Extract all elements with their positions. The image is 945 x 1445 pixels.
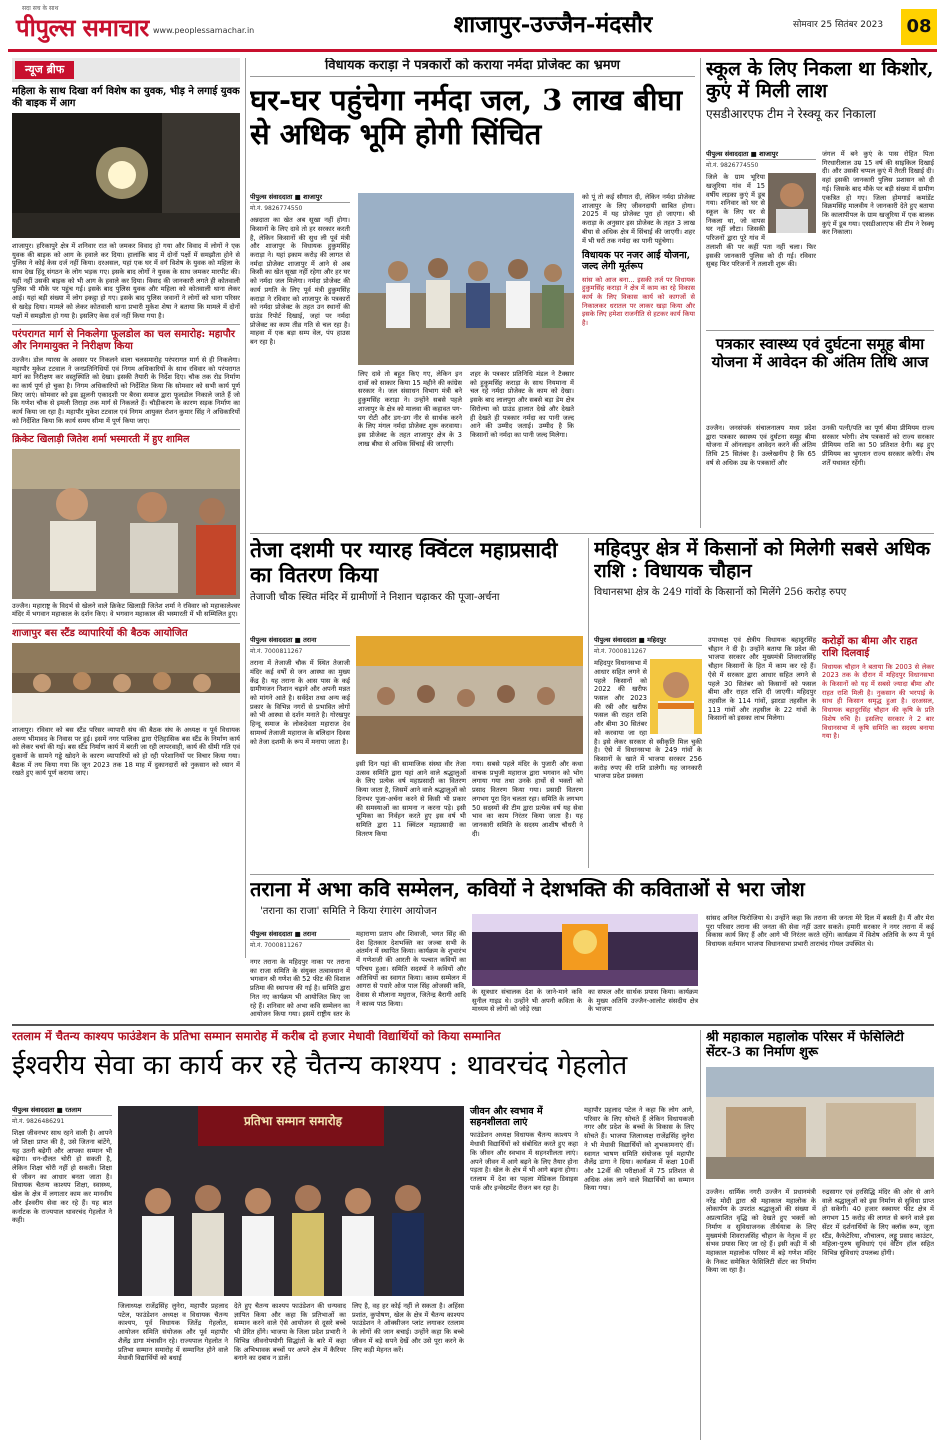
narmada-photo — [358, 193, 574, 365]
cricketer-image — [12, 449, 240, 599]
insurance-col-1: उज्जैन। जनसंपर्क संचालनालय मध्य प्रदेश द्वारा पत्रकार स्वास्थ्य एवं दुर्घटना समूह बीमा योजना में ऑनलाइन आवेदन करने की अंतिम तिथि 25 सितंबर है। उल्लेखनीय है कि 65 वर्ष से अधिक उम्र के पत्रकारों और — [706, 424, 816, 467]
mahidpur-headline: महिदपुर क्षेत्र में किसानों को मिलेगी सबसे अधिक राशि : विधायक चौहान — [594, 538, 931, 583]
tarana-byline: पीपुल्स संवाददाता ■ तराना — [250, 930, 350, 940]
mahakal-headline: श्री महाकाल महालोक परिसर में फेसिलिटी सेंटर-3 का निर्माण शुरू — [706, 1030, 904, 1061]
insurance-headline: पत्रकार स्वास्थ्य एवं दुर्घटना समूह बीमा योजना में आवेदन की अंतिम तिथि आज — [711, 336, 929, 371]
mahakal-col-2: रुद्रसागर एवं हरसिद्धि मंदिर की ओर से आने वाले श्रद्धालुओं को इस निर्माण से सुविधा प्राप्त हो सकेगी। 40 हजार स्क्वायर फीट क्षेत्र में लगभग 15 करोड़ की लागत से बनने वाले इस सेंटर में दर्शनार्थियों के लिए क्लॉक रूम, जूता स्टैंड, कैफेटेरिया, शौचालय, लड्डू प्रसाद काउंटर, महिला-पुरुष सुविधाएं एवं वेटिंग हॉल सहित विभिन्न सुविधाएं उपलब्ध होंगी। — [822, 1188, 934, 1257]
kashyap-col-2: जिलाध्यक्ष राजेंद्रसिंह लुनेरा, महापौर प्रहलाद पटेल, फाउंडेशन अध्यक्ष व विधायक चैतन्य काश्यप, पूर्व विधायक जितेंद्र गेहलोत, आयोजन समिति संयोजक और पूर्व महापौर शैलेंद्र डागा मंचासीन रहे। राज्यपाल गेहलोत ने प्रतिभा सम्मान समारोह में सम्मानित होने वाले मेधावी विद्यार्थियों को बधाई — [118, 1302, 228, 1363]
kashyap-mobile: मो.नं. 9826486291 — [12, 1118, 65, 1126]
teja-headline: तेजा दशमी पर ग्यारह क्विंटल महाप्रसादी का वितरण किया — [250, 538, 558, 587]
tarana-col-4: का सफल और सार्थक प्रयास किया। कार्यक्रम के मुख्य अतिथि उज्जैन-आलोट संसदीय क्षेत्र के भाजपा — [588, 988, 698, 1014]
brand-logo: पीपुल्स समाचार — [16, 13, 149, 42]
kashyap-byline: पीपुल्स संवाददाता ■ रतलाम — [12, 1106, 112, 1116]
mahidpur-box-title: करोड़ों का बीमा और राहत राशि दिलवाई — [822, 636, 918, 659]
kashyap-kicker: रतलाम में चैतन्य काश्यप फाउंडेशन के प्रतिभा सम्मान समारोह में करीब दो हजार मेधावी विद्यार्थियों को किया सम्मानित — [12, 1030, 501, 1043]
kashyap-col-5: फाउंडेशन अध्यक्ष विधायक चैतन्य काश्यप ने मेधावी विद्यार्थियों को संबोधित करते हुए कहा कि जीवन और स्वभाव में सहनशीलता लाएं। अपने जीवन में आगे बढ़ने के लिए तैयार होना पड़ता है। खेल के क्षेत्र में भी आगे बढ़ना होगा। रतलाम में देश का पहला मेडिकल डिवाइस पार्क और इन्वेस्टमेंट रीजन बन रहा है। — [470, 1131, 578, 1192]
edition-title: शाजापुर-उज्जैन-मंदसौर — [453, 11, 653, 38]
meeting-image — [12, 643, 240, 723]
tarana-col-3: सांसद अनिल फिरोजिया थे। उन्होंने कहा कि तराना की जनता मेरे दिल में बसती है। मैं और मेरा पूरा परिवार तराना की जनता की सेवा नहीं उतार सकते। हमारी सरकार ने नगर तराना में कई विकास कार्य किए हैं और आगे भी निरंतर करते रहेंगे। कार्यक्रम में विशेष अतिथि के रूप में पूर्व विधायक वर्तमान भाजपा विधानसभा प्रभारी ताराचंद गोयल उपस्थित थे। — [706, 914, 934, 949]
teja-deck: तेजाजी चौक स्थित मंदिर में ग्रामीणों ने निशान चढ़ाकर की पूजा-अर्चना — [250, 591, 500, 603]
teja-col-3: गया। सबसे पहले मंदिर के पुजारी और कथा वाचक प्रभुजी महाराज द्वारा भगवान को भोग लगाया गया तथा उनके हाथों से भक्तों को प्रसाद वितरण किया गया। प्रसादी वितरण लगभग पूरा दिन चलता रहा। समिति के लगभग 50 सदस्यों की टीम द्वारा प्रत्येक वर्ष यह सेवा भाव का काम निरंतर किया जाता है। यह जानकारी समिति के सदस्य आशीष चौधरी ने दी। — [472, 760, 583, 838]
kashyap-col-6: महापौर प्रहलाद पटेल ने कहा कि लोग आगे, परिवार के लिए सोचते हैं लेकिन विधायकजी नगर और प्रदेश के बच्चों के विकास के लिए सोचते हैं। भाजपा जिलाध्यक्ष राजेंद्रसिंह लुनेरा ने भी मेधावी विद्यार्थियों को शुभकामनाएं दीं। स्वागत भाषण समिति संयोजक पूर्व महापौर शैलेंद्र डागा ने दिया। कार्यक्रम में कक्षा 10वीं और 12वीं की परीक्षाओं में 75 प्रतिशत से अधिक अंक लाने वाले विद्यार्थियों का सम्मान किया गया। — [584, 1106, 694, 1193]
narmada-col-4: को पूं तो कई सौगात दी, लेकिन नर्मदा प्रोजेक्ट शाजापुर के लिए जीवनदायी साबित होगा। 2025 में यह प्रोजेक्ट पूरा हो जाएगा। श्री कराड़ा के अनुसार इस प्रोजेक्ट के तहत 3 लाख बीघा से अधिक क्षेत्र में सिंचाई की जाएगी। शहर में भी घरों तक नर्मदा का पानी पहुंचेगा। — [582, 193, 695, 245]
mahidpur-col-1: महिदपुर विधानसभा में आधार सहित लगने से पहले किसानों को 2022 की खरीफ फसल और 2023 की रबी और खरीफ फसल की राहत राशि और बीमा 30 सितंबर को करवाया जा रहा है। इसे लेकर सरकार से स्वीकृति मिल चुकी है। ऐसे में विधानसभा के 249 गांवों के किसानों के खाते में भाजपा सरकार 256 करोड़ रुपए की राशि डालेगी। यह जानकारी भाजपा प्रदेश प्रवक्ता — [594, 659, 702, 781]
narmada-kicker: विधायक कराड़ा ने पत्रकारों को कराया नर्मदा प्रोजेक्ट का भ्रमण — [250, 58, 695, 77]
tarana-headline: तराना में अभा कवि सम्मेलन, कवियों ने देशभक्ति की कविताओं से भरा जोश — [250, 878, 805, 901]
school-byline: पीपुल्स संवाददाता ■ शाजापुर — [706, 150, 816, 160]
news-brief-tag: न्यूज ब्रीफ — [15, 61, 74, 79]
tarana-stage-image — [472, 914, 698, 986]
mahidpur-mobile: मो.नं. 7000811267 — [594, 648, 647, 656]
school-col-1: जिले के ग्राम भूरिया खजूरिया गांव में 15 वर्षीय लड़का कुएं में डूब गया। शनिवार को घर से स्कूल के लिए घर से निकला था, जो वापस घर नहीं लौटा। जिसकी परिजनों द्वारा पूरे गांव में तलाशी की पर कहीं पता नहीं चला। फिर इसकी जानकारी पुलिस को दी गई। रविवार सुबह फिर परिजनों ने तलाशी शुरू की। — [706, 173, 816, 269]
chouhan-portrait-image — [650, 659, 702, 734]
kashyap-col-1: शिक्षा जीवनभर साथ रहने वाली है। आपने जो शिक्षा प्राप्त की है, उसे जितना बांटेंगे, यह उतनी बढ़ेगी और आपका सम्मान भी बढ़ेगा। धन-दौलत चोरी हो सकती है, लेकिन शिक्षा चोरी नहीं हो सकती। शिक्षा से जीवन का आधार बनता जाता है। विधायक चैतन्य काश्यप शिक्षा, स्वास्थ्य, खेल के क्षेत्र में लगातार काम कर मानवीय और ईश्वरीय सेवा कर रहे हैं। यह बात कर्नाटक के राज्यपाल थावरचंद गेहलोत ने कही। — [12, 1129, 112, 1225]
kashyap-col-4: लिए है, वह हर कोई नहीं ले सकता है। अहिंसा प्रशांत, कुपोषण, खेल के क्षेत्र में चैतन्य काश्यप फाउंडेशन ने ऑक्सीजन प्लांट लगाकर रतलाम के लोगों की जान बचाई। उन्होंने कहा कि बच्चे जीवन में बड़े सपने देखें और उसे पूरा करने के लिए कड़ी मेहनत करें। — [352, 1302, 464, 1354]
bus-stand-meeting-photo — [12, 643, 240, 723]
mahakal-photo — [706, 1067, 934, 1179]
brief-4-title: शाजापुर बस स्टैंड व्यापारियों की बैठक आयोजित — [12, 628, 188, 640]
page-number: 08 — [901, 9, 937, 45]
school-deck: एसडीआरएफ टीम ने रेस्क्यू कर निकाला — [706, 106, 876, 121]
kashyap-col-3: देते हुए चैतन्य काश्यप फाउंडेशन की धन्यवाद ज्ञापित किया और कहा कि प्रतिभाओं का सम्मान करने वाले ऐसे आयोजन से दूसरे बच्चे भी प्रेरित होंगे। भाजपा के जिला प्रदेश प्रभारी ने विभिन्न जीवनोपयोगी सिद्धांतों के बारे में कहा कि अभिभावक बच्चों पर अपने क्षेत्र में कैरियर बनाने का दबाव न डालें। — [234, 1302, 346, 1363]
teja-story — [250, 538, 583, 868]
masthead — [8, 4, 937, 52]
narmada-subhead: विधायक पर नजर आई योजना, जल्द लेगी मूर्तरूप — [582, 250, 691, 273]
kashyap-story — [12, 1030, 694, 1440]
cricketer-photo — [12, 449, 240, 599]
mahidpur-byline: पीपुल्स संवाददाता ■ महिदपुर — [594, 636, 702, 646]
teja-byline: पीपुल्स संवाददाता ■ तराना — [250, 636, 350, 646]
narmada-byline: पीपुल्स संवाददाता ■ शाजापुर — [250, 193, 350, 203]
fire-image — [12, 113, 240, 238]
teja-col-1: तराना में तेजाजी चौक में स्थित तेजाजी मंदिर कई वर्षों से जन आस्था का मुख्य केंद्र है। यह तराना के आस पास के कई ग्रामीणजन निशान चढ़ाने और अपनी मन्नत को मांगने आते है। सर्वदेश तथा अन्य कई प्रकार के विभिन्न नगरों से प्रभावित लोगों को भी आस्था से दर्शन मनाते है। गोरखपुर हिन्दू समाज के लोकदेवता महाराज देव सामर्थ्य तेजाजी महाराज के बलिदान दिवस को तेजा दशमी के रूप में मनाया जाता है। — [250, 659, 350, 746]
mahakal-story — [706, 1030, 934, 1440]
news-brief-column — [12, 58, 240, 958]
mahidpur-box-text: विधायक चौहान ने बताया कि 2003 से लेकर 2023 तक के दौरान में महिदपुर विधानसभा के किसानों को यह में सबसे ज्यादा बीमा और राहत राशि मिली है। नुकसान की भरपाई के साथ ही किसान समृद्ध हुआ है। दरअसल, विधायक बहादुरसिंह चौहान की कृषि के प्रति विशेष रुचि है। इसलिए सरकार ने 2 बार विधानसभा में कृषि समिति का सदस्य बनाया गया है। — [822, 662, 934, 741]
tarana-stage-photo — [472, 914, 698, 986]
kashyap-subhead: जीवन और स्वभाव में सहनशीलता लाएं — [470, 1106, 543, 1129]
tarana-mobile: मो.नं. 7000811267 — [250, 942, 303, 950]
narmada-story — [250, 58, 695, 528]
mahidpur-col-2: उपाध्यक्ष एवं क्षेत्रीय विधायक बहादुरसिंह चौहान ने दी है। उन्होंने बताया कि प्रदेश की भाजपा सरकार और मुख्यमंत्री शिवराजसिंह चौहान किसानों के हित में काम कर रहे हैं। ऐसे में सरकार द्वारा आधार सहित लगने से पहले 30 सितंबर को किसानों को फसल बीमा और राहत राशि दी जाएगी। महिदपुर तहसील के 114 गांवों, झारडा तहसील के 113 गांवों और तहसील के 22 गांवों के किसानों को इसका लाभ मिलेगा। — [708, 636, 816, 723]
narmada-col-1: अन्नदाता का खेत अब सूखा नहीं होगा। किसानों के लिए दावे तो हर सरकार करती है, लेकिन किसानों की सुध ली पूर्व मंत्री और शाजापुर के विधायक हुकुमसिंह कराड़ा ने। यहां इकाम करोड़ की लागत से नर्मदा प्रोजेक्ट शाजापुर में आने से अब किसी का खेत सूखा नहीं रहेगा और हर घर को नर्मदा जल मिलेगा। नर्मदा प्रोजेक्ट की कार्य प्रगति के लिए पूर्व मंत्री हुकुमसिंह कराड़ा ने रविवार को शाजापुर के पत्रकारों को नर्मदा प्रोजेक्ट के तहत उन स्थानों की ग्राउंड रिपोर्ट दिखाई, जहां पर नर्मदा प्रोजेक्ट का काम तीव्र गति से चल रहा है। माहवा में एक बड़ा सम्प वेल, पंप हाउस बन रहा है। — [250, 216, 350, 347]
brief-2-title: परंपरागत मार्ग से निकलेगा फूलडोल का चल समारोह: महापौर और निगमायुक्त ने निरीक्षण किया — [12, 329, 235, 353]
mahidpur-deck: विधानसभा क्षेत्र के 249 गांवों के किसानों को मिलेंगे 256 करोड़ रुपए — [594, 586, 847, 598]
narmada-image — [358, 193, 574, 365]
mahidpur-story — [594, 538, 934, 868]
teja-col-2: इसी दिन यहां की सामाजिक संस्था वीर तेजा उत्सव समिति द्वारा यहां आने वाले श्रद्धालुओं के लिए प्रत्येक वर्ष महाप्रसादी का वितरण किया जाता है, जिसमें आने वाले श्रद्धालुओं को दिनभर पूजा-अर्चना करने से किसी भी प्रकार की समस्याओं का सामना न करना पड़े। इसी भूमिका का निर्वहन करते हुए इस वर्ष भी समिति द्वारा 11 क्विंटल महाप्रसादी का वितरण किया — [356, 760, 466, 838]
school-mobile: मो.नं. 9826774550 — [706, 162, 759, 170]
brief-3-title: क्रिकेट खिलाड़ी जितेश शर्मा भस्मारती में हुए शामिल — [12, 434, 190, 446]
brief-1-text: शाजापुर। हरिकापुरे क्षेत्र में शनिवार रात को जमकर विवाद हो गया और विवाद में लोगों ने एक युवक की बाइक को आग के हवाले कर दिया। हालांकि बाद में दोनों पक्षों में समझौता होने से पुलिस ने कोई केस दर्ज नहीं किया। दरअसल, यहां एक घर में वर्ग विशेष के युवक को महिला के साथ देख हिंदू संगठन के लोग भड़क गए। इसके बाद लोगों ने युवक के साथ जमकर मारपीट की। यहीं नहीं उसकी बाइक को भी आग के हवाले कर दिया। विवाद की जानकारी लगते ही कोतवाली पुलिस भी मौके पर पहुंच गई। इसके बाद पुलिस युवक और महिला को कोतवाली थाना लेकर आई। यहां बड़ी संख्या में लोग इकट्ठा हो गए। इसके बाद पुलिस जवानों ने लोगों को थाना परिसर से खदेड़ दिया। मामले को लेकर कोतवाली थाना प्रभारी मुकेश शेषा ने बताया कि मामले में दोनों पक्षों में समझौता हो गया है। इसलिए केस दर्ज नहीं किया गया है। — [12, 241, 240, 320]
teja-photo — [356, 636, 583, 754]
school-headline: स्कूल के लिए निकला था किशोर, कुएं में मिली लाश — [706, 58, 934, 103]
narmada-headline: घर-घर पहुंचेगा नर्मदा जल, 3 लाख बीघा से अधिक भूमि होगी सिंचित — [250, 82, 683, 151]
brand-url[interactable]: www.peoplessamachar.in — [153, 26, 255, 35]
chouhan-portrait — [650, 659, 702, 734]
issue-date: सोमवार 25 सितंबर 2023 — [793, 20, 884, 30]
teja-mobile: मो.नं. 7000811267 — [250, 648, 303, 656]
fire-photo — [12, 113, 240, 238]
school-story — [706, 58, 934, 326]
boy-portrait — [768, 173, 816, 233]
tarana-col-1: नगर तराना के महिदपुर नाका पर तराना का राजा समिति के संयुक्त तत्वावधान में भगवान श्री गणेश की 52 फीट की विशाल प्रतिमा की स्थापना की गई है। समिति द्वारा नित नए कार्यक्रम भी आयोजित किए जा रहे हैं। शनिवार को अभा कवि सम्मेलन का आयोजन किया गया। इसमें राष्ट्रीय स्तर के — [250, 958, 350, 1018]
school-col-2: जंगल में बने कुएं के पास रोहित पिता गिरधारीलाल उम्र 15 वर्ष की साइकिल दिखाई दी। और उसकी चप्पल कुएं में तैरती दिखाई दी। वहां इसकी जानकारी पुलिस प्रशासन को दी गई। जिसके बाद मौके पर बड़ी संख्या में ग्रामीण एकत्रित हो गए। जिला होमगार्ड कमांडेंट विक्रमसिंह मालवीय ने जानकारी देते हुए बताया कि कालापीपल के ग्राम खजूरिया में एक बालक कुएं में डूब गया। एसडीआरएफ की टीम ने रेस्क्यू कर निकाला। — [822, 150, 934, 237]
tarana-col-2: महाराणा प्रताप और शिवाजी, भगत सिंह की देश हितकार देशभक्ति का जज्बा सभी के अंतर्मन में स्थापित किया। कार्यक्रम के शुभारंभ में गणेशजी की आरती के पश्चात कवियों का परिचय हुआ। समिति सदस्यों ने कवियों और अतिथियों का स्वागत किया। काव्य सम्मेलन में आगरा से पधारे ओज पाल सिंह ओजस्वी कवि, देवास से मौलाना मधुराज, जितेन्द्र बैरागी आदि ने काव्य पाठ किया। — [356, 930, 466, 1008]
kashyap-banner: प्रतिभा सम्मान समारोह — [243, 1114, 343, 1128]
narmada-mobile: मो.नं. 9826774550 — [250, 205, 303, 213]
narmada-col-2: लिए दावे तो बहुत किए गए, लेकिन इन दावों को साकार किया 15 महीने की कांग्रेस सरकार ने। जल संसाधन विभाग मंत्री बने हुकुमसिंह कराड़ा ने। उन्होंने सबसे पहले शाजापुर के क्षेत्र को मालवा की कहावत पग-पग रोटी और डग-डग नीर से सार्थक करने के लिए मंगल नर्मदा प्रोजेक्ट शुरू करवाया। इस प्रोजेक्ट के तहत शाजापुर क्षेत्र के 3 लाख बीघा से अधिक सिंचाई की जाएगी। — [358, 370, 462, 448]
teja-image — [356, 636, 583, 754]
kashyap-image — [118, 1106, 464, 1296]
narmada-col-3: शहर के पत्रकार प्रतिनिधि मंडल ने टैक्सार को हुकुमसिंह कराड़ा के साथ नियमाना में चल रहे नर्मदा प्रोजेक्ट के काम को देखा। इसके बाद लालपुरा और सबसे बड़ा डेम क्षेत्र सिरोल्या को ग्राउंड हालात देखे और देखते ही देखते ही पत्रकार नर्मदा का पानी जल्द आने की उम्मीद जताई। उम्मीद है कि किसानों को नर्मदा का पानी जल्द मिलेगा। — [470, 370, 574, 439]
narmada-sub-text: सांस को आज बना... इसकी तर्ज पर विधायक हुकुमसिंह कराड़ा ने क्षेत्र में काम का रहे विकास कार्य के लिए विकास कार्य को कागजों से निकालकर धरातल पर लाकर खड़ा किया और इसके लिए हमेशा राजनीति से हटकर कार्य किया है। — [582, 275, 695, 328]
brief-4-text: शाजापुर। रविवार को बस स्टैंड परिसर व्यापारी संघ की बैठक संघ के अध्यक्ष व पूर्व विधायक अरुण भीमावद के निवास पर हुई। इसमें नगर पालिका द्वारा ऐतिहासिक बस स्टैंड के निर्माण कार्य को लेकर चर्चा की गई। बस स्टैंड निर्माण कार्य में बरती जा रही लापरवाही, कार्य की धीमी गति एवं दुकानों के सामने गड्ढे खोदने के कारण व्यापारियों को हो रही परेशानियों पर विचार किया गया। बैठक में तय किया गया कि जून 2023 तक 18 माह में दुकानदारों को नुकसान को ध्यान में रखते हुए कार्य पूर्ण कराया जाए। — [12, 725, 240, 778]
mahakal-col-1: उज्जैन। धार्मिक नगरी उज्जैन में प्रधानमंत्री नरेंद्र मोदी द्वारा श्री महाकाल महालोक के लोकार्पण के उपरांत श्रद्धालुओं की संख्या में अप्रत्याशित वृद्धि को देखते हुए भक्तों को निर्माण व सुविधाजनक तीर्थयात्रा के लिए मुख्यमंत्री शिवराजसिंह चौहान के नेतृत्व में हर संभव प्रयास किए जा रहे हैं। इसी कड़ी में श्री महाकाल महालोक परिसर में बड़े गणेश मंदिर के निकट समेकित फेसिलिटी सेंटर का निर्माण किया जा रहा है। — [706, 1188, 816, 1275]
insurance-story — [706, 336, 934, 528]
tarana-caption: के सूत्रधार संचालक देश के जाने-माने कवि सुनील गाइड थे। उन्होंने भी अपनी कविता के माध्यम से लोगों को जोड़े रखा — [472, 988, 582, 1014]
tarana-story — [250, 878, 934, 1018]
brand-tagline: सदा सच के साथ — [22, 5, 59, 12]
boy-portrait-image — [768, 173, 816, 233]
insurance-col-2: उनकी पत्नी/पति का पूर्ण बीमा प्रीमियम राज्य सरकार भरेगी। शेष पत्रकारों को राज्य सरकार प्रीमियम राशि का 50 प्रतिशत देगी। बढ़ हुए प्रीमियम का भुगतान राज्य सरकार करेगी। शेष शर्तें यथावत रहेंगी। — [822, 424, 934, 467]
tarana-deck: 'तराना का राजा' समिति ने किया रंगारंग आयोजन — [260, 905, 437, 917]
kashyap-photo — [118, 1106, 464, 1296]
brief-1-title: महिला के साथ दिखा वर्ग विशेष का युवक, भीड़ ने लगाई युवक की बाइक में आग — [12, 86, 240, 110]
mahakal-image — [706, 1067, 934, 1179]
brief-2-text: उज्जैन। डोल ग्यारस के अवसर पर निकलने वाला चलसमारोह परंपरागत मार्ग से ही निकलेगा। महापौर मुकेश टटवाल ने जनप्रतिनिधियों एवं निगम अधिकारियों के साथ रविवार को परंपरागत मार्ग का निरीक्षण कर वस्तुस्थिति को देखा। इसकी तैयारी के निर्देश दिए। चौक तक रोड निर्माण का कार्य पूर्ण हो चुका है। निगम अधिकारियों को निर्देशित किया कि सोमवार को सभी कार्य पूर्ण किए जाएं। सोमवार को इस झुलनी एकादशी पर बैरवा समाज द्वारा फूलडोल निकाले जाते हैं जो कि गणेश चौक से इमली तिराहा तक मार्ग से निकलते हैं। चौड़ीकरण के कारण सड़क निर्माण का कार्य किया जा रहा है। महापौर मुकेश टटवाल एवं निगम आयुक्त रोशन कुमार सिंह ने अधिकारियों को निर्देशित किया कि कार्य समय सीमा में पूर्ण किया जाए। — [12, 355, 240, 425]
brief-3-text: उज्जैन। महाराष्ट्र के विदर्भ से खेलने वाले क्रिकेट खिलाड़ी जितेश शर्मा ने रविवार को महाकालेश्वर मंदिर में भगवान महाकाल के दर्शन किए। वे भगवान महाकाल की भस्मारती में भी सम्मिलित हुए। — [12, 601, 240, 619]
kashyap-headline: ईश्वरीय सेवा का कार्य कर रहे चैतन्य काश्यप : थावरचंद गेहलोत — [12, 1049, 628, 1081]
